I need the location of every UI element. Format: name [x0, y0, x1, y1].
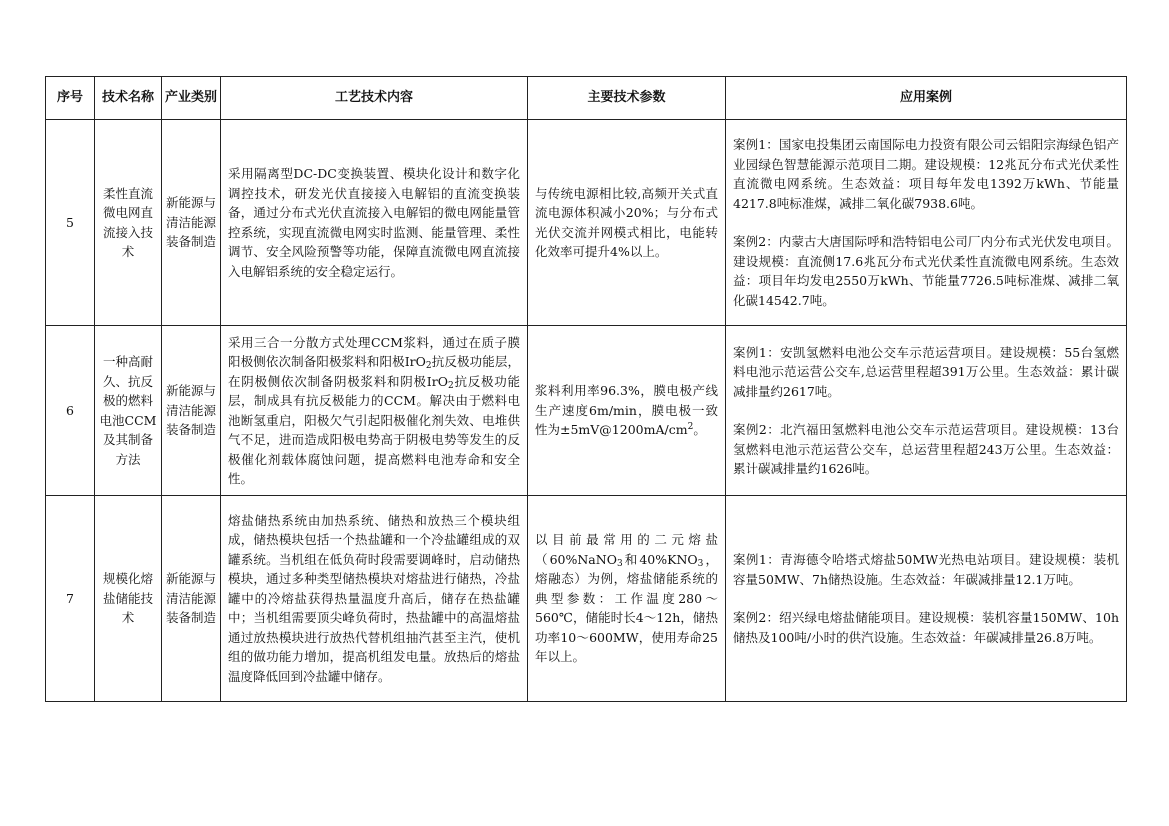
row-no: 6	[46, 326, 95, 496]
header-name: 技术名称	[95, 77, 162, 120]
tech-params: 与传统电源相比较,高频开关式直流电源体积减小20%；与分布式光伏交流并网模式相比，电能转化效率可提升4%以上。	[528, 120, 726, 326]
content-subscript-1: 2	[425, 361, 432, 371]
params-text-2: 和40%KNO	[622, 551, 698, 567]
case-1: 案例1：青海德令哈塔式熔盐50MW光热电站项目。建设规模：装机容量50MW、7h储热设施。生态效益：年碳减排量12.1万吨。	[733, 552, 1119, 587]
header-cases: 应用案例	[726, 77, 1127, 120]
content-text-2: 抗反极功能层，在阴极侧依次制备阴极浆料和阴极IrO	[228, 354, 520, 389]
case-1: 案例1：国家电投集团云南国际电力投资有限公司云铝阳宗海绿色铝产业园绿色智慧能源示范项目二期。建设规模：12兆瓦分布式光伏柔性直流微电网系统。生态效益：项目每年发电1392万kWh、节能量4217.8吨标准煤，减排二氧化碳7938.6吨。	[733, 137, 1119, 211]
industry-category: 新能源与清洁能源装备制造	[162, 496, 221, 702]
params-superscript: 2	[687, 422, 694, 433]
tech-name: 规模化熔盐储能技术	[95, 496, 162, 702]
params-text-3: ，熔融态）为例，熔盐储能系统的典型参数：工作温度280～560℃，储能时长4～12h，储热功率10～600MW，使用寿命25年以上。	[535, 551, 718, 665]
case-2: 案例2：北汽福田氢燃料电池公交车示范运营项目。建设规模：13台氢燃料电池示范运营公交车，总运营里程超243万公里。生态效益：累计碳减排量约1626吨。	[733, 422, 1119, 476]
industry-category: 新能源与清洁能源装备制造	[162, 120, 221, 326]
tech-name: 柔性直流微电网直流接入技术	[95, 120, 162, 326]
industry-category: 新能源与清洁能源装备制造	[162, 326, 221, 496]
case-2: 案例2：绍兴绿电熔盐储能项目。建设规模：装机容量150MW、10h储热及100吨/小时的供汽设施。生态效益：年碳减排量26.8万吨。	[733, 610, 1119, 645]
row-no: 7	[46, 496, 95, 702]
header-params: 主要技术参数	[528, 77, 726, 120]
application-cases	[726, 120, 1127, 326]
table-row	[46, 120, 1127, 326]
params-text-1: 以目前最常用的二元熔盐（60%NaNO	[535, 532, 718, 567]
header-category: 产业类别	[162, 77, 221, 120]
header-content: 工艺技术内容	[221, 77, 528, 120]
header-row	[46, 77, 1127, 120]
content-text-1: 采用三合一分散方式处理CCM浆料，通过在质子膜阳极侧依次制备阳极浆料和阳极IrO	[228, 334, 520, 369]
params-subscript-2: 3	[697, 558, 704, 569]
tech-params	[528, 496, 726, 702]
table-row	[46, 496, 1127, 702]
application-cases	[726, 496, 1127, 702]
case-2: 案例2：内蒙古大唐国际呼和浩特铝电公司厂内分布式光伏发电项目。建设规模：直流侧17.6兆瓦分布式光伏柔性直流微电网系统。生态效益：项目年均发电2550万kWh、节能量7726.5吨标准煤、减排二氧化碳14542.7吨。	[733, 234, 1119, 308]
row-no: 5	[46, 120, 95, 326]
table-header	[46, 77, 1127, 120]
application-cases	[726, 326, 1127, 496]
content-text-3: 抗反极功能层，制成具有抗反极能力的CCM。解决由于燃料电池断氢重启，阳极欠气引起阳极催化剂失效、电堆供气不足，进而造成阳极电势高于阴极电势等发生的反极催化剂载体腐蚀问题，提高燃料电池寿命和安全性。	[228, 373, 520, 486]
case-1: 案例1：安凯氢燃料电池公交车示范运营项目。建设规模：55台氢燃料电池示范运营公交车,总运营里程超391万公里。生态效益：累计碳减排量约2617吨。	[733, 344, 1119, 399]
content-subscript-2: 2	[447, 380, 454, 391]
params-text-1: 浆料利用率96.3%，膜电极产线生产速度6m/min，膜电极一致性为±5mV@1200mA/cm	[535, 383, 718, 438]
header-no: 序号	[46, 77, 95, 120]
tech-params	[528, 326, 726, 496]
process-content	[221, 326, 528, 496]
process-content: 熔盐储热系统由加热系统、储热和放热三个模块组成，储热模块包括一个热盐罐和一个冷盐罐组成的双罐系统。当机组在低负荷时段需要调峰时，启动储热模块，通过多种类型储热模块对熔盐进行储热，冷盐罐中的冷熔盐获得热量温度升高后，储存在热盐罐中；当机组需要顶尖峰负荷时，热盐罐中的高温熔盐通过放热模块进行放热代替机组抽汽甚至主汽，使机组的做功能力增加，提高机组发电量。放热后的熔盐温度降低回到冷盐罐中储存。	[221, 496, 528, 702]
table-row	[46, 326, 1127, 496]
params-subscript-1: 3	[616, 558, 623, 569]
technology-table	[45, 76, 1127, 702]
params-text-2: 。	[693, 422, 706, 438]
tech-name: 一种高耐久、抗反极的燃料电池CCM及其制备方法	[95, 326, 162, 496]
process-content: 采用隔离型DC-DC变换装置、模块化设计和数字化调控技术，研发光伏直接接入电解铝的直流变换装备，通过分布式光伏直流接入电解铝的微电网能量管控系统，实现直流微电网实时监测、能量管理、柔性调节、安全风险预警等功能，保障直流微电网直流接入电解铝系统的安全稳定运行。	[221, 120, 528, 326]
